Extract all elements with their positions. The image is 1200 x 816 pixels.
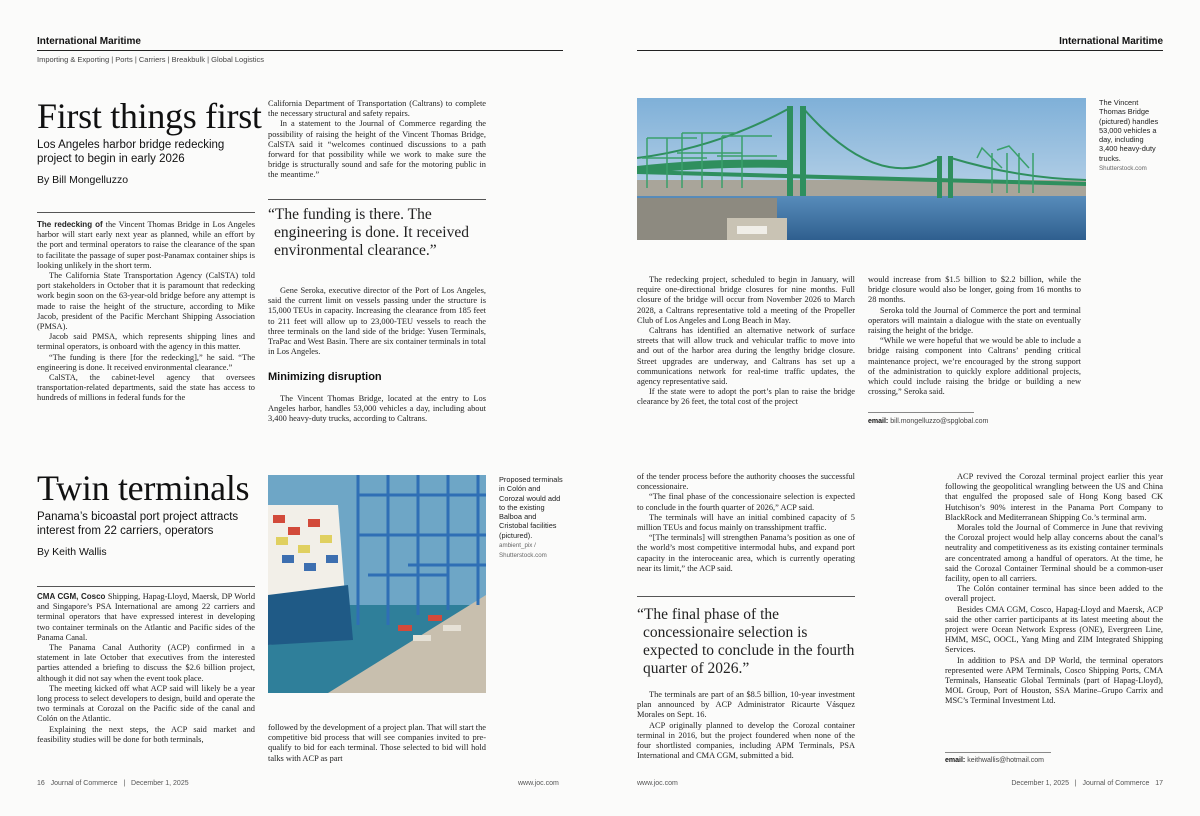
article2-col3-top: of the tender process before the authority chooses the successful concessionaire. “The final phase of the concessionaire selection is expected to conclude in the fourth quarter of 2026,” ACP said. The terminals will have an initial combined capacity of 5 million TEUs and focus mainly on transshipment traffic. “[The terminals] will strengthen Panama’s position as one of the world’s most competitive intermodal hubs, and expand port capacity in the interoceanic area, which is currently operating near its limit,” the ACP said. (637, 472, 855, 573)
section-label-right: International Maritime (1059, 36, 1163, 47)
bridge-photo-caption: The Vincent Thomas Bridge (pictured) handles 53,000 vehicles a day, including 3,400 heavy-duty trucks. Shutterstock.com (1099, 98, 1159, 173)
port-photo-caption: Proposed terminals in Colón and Corozal would add to the existing Balboa and Cristobal facilities (pictured). ambient_pix / Shutterstock.com (499, 475, 563, 560)
article1-col3: The redecking project, scheduled to begin in January, will require one-directional bridge closures for nine months. Full closure of the bridge will occur from November 2026 to March 2028, a Caltrans representative told a meeting of the Propeller Club of Los Angeles and Long Beach in May. Caltrans has identified an alternative network of surface streets that will allow truck and vehicular traffic to move into and out of the harbor area during the lengthy bridge closure. Street upgrades are underway, and Caltrans has set up a communications network for real-time traffic updates, the agency representative said. If the state were to adopt the port’s plan to raise the bridge clearance by 26 feet, the total cost of the project (637, 275, 855, 407)
article2-col1: CMA CGM, Cosco Shipping, Hapag-Lloyd, Maersk, DP World and Singapore’s PSA International are among 22 carriers and terminal operators that have expressed interest in developing two container terminals on the Atlantic and Pacific sides of the Panama Canal. The Panama Canal Authority (ACP) confirmed in a statement in late October that executives from the interested parties attended a briefing to discuss the $2.6 billion project, although it did not say when the event took place. The meeting kicked off what ACP said will likely be a year long process to select developers to design, build and operate the two terminals at Corozal on the Pacific side of the canal and Colón on the Atlantic. Explaining the next steps, the ACP said market and feasibility studies will be done for both terminals, (37, 592, 256, 744)
article1-col1: The redecking of the Vincent Thomas Bridge in Los Angeles harbor will start early next year as planned, while an effort by the port and terminal operators to raise the clearance of the span to facilitate the passage of super post-Panamax container ships is looking unlikely in the short term. The California State Transportation Agency (CalSTA) told port stakeholders in October that it is paramount that redecking work begin soon on the 63-year-old bridge before any attempt is made to raise the height of the structure, according to Mike Jacob, president of the Pacific Merchant Shipping Association (PMSA). Jacob said PMSA, which represents shipping lines and terminal operators, is onboard with the agency in this matter. “The funding is there [for the redecking],” he said. “The engineering is done. It received environmental clearance.” CalSTA, the cabinet-level agency that oversees transportation-related departments, said the state has access to hundreds of millions in federal funds for the (37, 220, 256, 403)
article1-pullquote: “The funding is there. The engineering is done. It received environmental clearance.” (268, 206, 469, 259)
article2-col3-bot: The terminals are part of an $8.5 billion, 10-year investment plan announced by ACP Administrator Ricaurte Vásquez Morales on Sept. 16. ACP originally planned to develop the Corozal container terminal in 2016, but the project foundered when none of the four shortlisted companies, including APM Terminals, PSA International and CMA CGM, submitted a bid. (637, 690, 855, 761)
article2-email[interactable]: email: keithwallis@hotmail.com (945, 757, 1044, 764)
article2-byline: By Keith Wallis (37, 546, 107, 558)
article2-title: Twin terminals (37, 468, 250, 508)
section-nav[interactable]: Importing & Exporting | Ports | Carriers | Breakbulk | Global Logistics (37, 55, 265, 64)
port-photo (268, 475, 486, 693)
article1-subhead: Minimizing disruption (268, 371, 382, 383)
article2-pullquote: “The final phase of the concessionaire selection is expected to conclude in the fourth quarter of 2026.” (637, 606, 855, 677)
article1-col4: would increase from $1.5 billion to $2.2 billion, while the bridge closure would also be longer, going from 16 months to 28 months. Seroka told the Journal of Commerce the port and terminal operators will maintain a dialogue with the state on eventually raising the height of the bridge. “While we were hopeful that we would be able to include a bridge raising component into Caltrans’ pending critical maintenance project, we’re encouraged by the strong support of the administration to quickly explore additional projects, which could include raising the bridge or building a new crossing,” Seroka said. (868, 275, 1081, 397)
article1-col2-bot: The Vincent Thomas Bridge, located at the entry to Los Angeles harbor, handles 53,000 vehicles a day, including about 3,400 heavy-duty trucks, according to Caltrans. (268, 394, 486, 424)
article1-title: First things first (37, 96, 262, 136)
section-label-left: International Maritime (37, 36, 141, 47)
footer-url-right[interactable]: www.joc.com (637, 780, 678, 787)
article1-col2-mid: Gene Seroka, executive director of the Port of Los Angeles, said the current limit on vessels passing under the structure is 15,000 TEUs in capacity. Increasing the clearance from 185 feet to 211 feet will allow up to 23,000-TEU vessels to reach the three terminals on the land side of the bridge: Yusen Terminals, TraPac and West Basin. There are six container terminals in total in Los Angeles. (268, 286, 486, 357)
footer-left: 16 Journal of Commerce | December 1, 2025 (37, 780, 189, 787)
article1-col2-top: California Department of Transportation (Caltrans) to complete the necessary structural and safety repairs. In a statement to the Journal of Commerce regarding the possibility of raising the height of the Vincent Thomas Bridge, CalSTA said it “welcomes continued discussions to a path forward for that possibility while we work to make sure the bridge is structurally sound and safe for the motoring public in the meantime.” (268, 99, 486, 180)
article1-dek: Los Angeles harbor bridge redecking project to begin in early 2026 (37, 139, 225, 165)
article2-col4: ACP revived the Corozal terminal project earlier this year following the geopolitical wrangling between the US and China that engulfed the proposed sale of Hong Kong based CK Hutchison’s 90% interest in the Panama Port Company to BlackRock and Mediterranean Shipping Co.’s terminal arm. Morales told the Journal of Commerce in June that reviving the Corozal project would help allay concerns about the canal’s neutrality and competitiveness as its existing container terminals are concentrated among a handful of operators. At the time, he said the Corozal Container Terminal should be a common-user facility, open to all carriers. The Colón container terminal has since been added to the overall project. Besides CMA CGM, Cosco, Hapag-Lloyd and Maersk, ACP said the other carrier participants at its latest meeting about the project were Ocean Network Express (ONE), Evergreen Line, HMM, MSC, OOCL, Yang Ming and ZIM Integrated Shipping Services. In addition to PSA and DP World, the terminal operators represented were APM Terminals, Cosco Shipping Ports, CMA Terminals, Hanseatic Global Terminals (part of Hapag-Lloyd), MOL Group, Port of Houston, SSA Marine–Grupo Carrix and MSC’s Terminal Investment Ltd. (945, 472, 1163, 706)
bridge-photo (637, 98, 1086, 240)
footer-url-left[interactable]: www.joc.com (518, 780, 559, 787)
article1-email[interactable]: email: bill.mongelluzzo@spglobal.com (868, 418, 989, 425)
footer-right: December 1, 2025 | Journal of Commerce 17 (1011, 780, 1163, 787)
article1-byline: By Bill Mongelluzzo (37, 174, 129, 186)
article2-dek: Panama’s bicoastal port project attracts interest from 22 carriers, operators (37, 511, 239, 537)
article2-col2: followed by the development of a project plan. That will start the competitive bid process that will see companies invited to pre-qualify to bid for each terminal. Those selected to bid will hold talks with ACP as part (268, 723, 486, 763)
